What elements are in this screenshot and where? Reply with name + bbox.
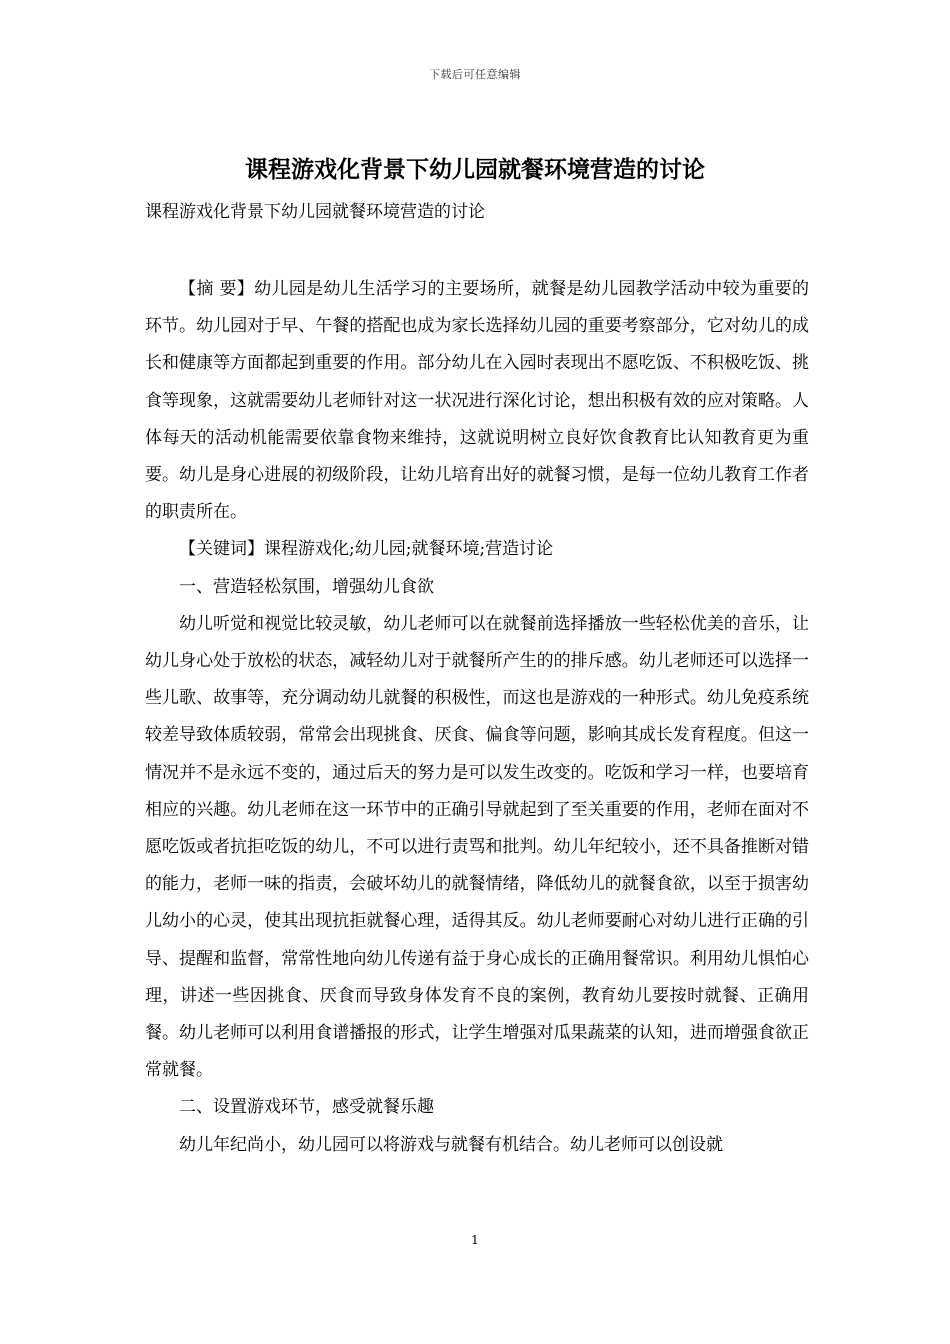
header-note: 下载后可任意编辑 <box>429 68 521 81</box>
page-number: 1 <box>471 1233 479 1247</box>
section-heading-1: 一、营造轻松氛围，增强幼儿食欲 <box>179 576 434 597</box>
body-paragraph: 幼儿年纪尚小，幼儿园可以将游戏与就餐有机结合。幼儿老师可以创设就 <box>179 1134 723 1155</box>
keywords-paragraph: 【关键词】课程游戏化;幼儿园;就餐环境;营造讨论 <box>179 539 554 560</box>
document-title: 课程游戏化背景下幼儿园就餐环境营造的讨论 <box>245 156 705 183</box>
section-heading-2: 二、设置游戏环节，感受就餐乐趣 <box>179 1097 434 1118</box>
document-body <box>145 271 809 1164</box>
document-subtitle: 课程游戏化背景下幼儿园就餐环境营造的讨论 <box>145 202 485 222</box>
abstract-paragraph: 【摘 要】幼儿园是幼儿生活学习的主要场所，就餐是幼儿园教学活动中较为重要的环节。幼儿园对于早、午餐的搭配也成为家长选择幼儿园的重要考察部分，它对幼儿的成长和健康等方面都起到重要的作用。部分幼儿在入园时表现出不愿吃饭、不积极吃饭、挑食等现象，这就需要幼儿老师针对这一状况进行深化讨论，想出积极有效的应对策略。人体每天的活动机能需要依靠食物来维持，这就说明树立良好饮食教育比认知教育更为重要。幼儿是身心进展的初级阶段，让幼儿培育出好的就餐习惯，是每一位幼儿教育工作者的职责所在。 <box>145 279 809 523</box>
body-paragraph: 幼儿听觉和视觉比较灵敏，幼儿老师可以在就餐前选择播放一些轻松优美的音乐，让幼儿身心处于放松的状态，减轻幼儿对于就餐所产生的的排斥感。幼儿老师还可以选择一些儿歌、故事等，充分调动幼儿就餐的积极性，而这也是游戏的一种形式。幼儿免疫系统较差导致体质较弱，常常会出现挑食、厌食、偏食等问题，影响其成长发育程度。但这一情况并不是永远不变的，通过后天的努力是可以发生改变的。吃饭和学习一样，也要培育相应的兴趣。幼儿老师在这一环节中的正确引导就起到了至关重要的作用，老师在面对不愿吃饭或者抗拒吃饭的幼儿，不可以进行责骂和批判。幼儿年纪较小，还不具备推断对错的能力，老师一味的指责，会破坏幼儿的就餐情绪，降低幼儿的就餐食欲，以至于损害幼儿幼小的心灵，使其出现抗拒就餐心理，适得其反。幼儿老师要耐心对幼儿进行正确的引导、提醒和监督，常常性地向幼儿传递有益于身心成长的正确用餐常识。利用幼儿惧怕心理，讲述一些因挑食、厌食而导致身体发育不良的案例，教育幼儿要按时就餐、正确用餐。幼儿老师可以利用食谱播报的形式，让学生增强对瓜果蔬菜的认知，进而增强食欲正常就餐。 <box>145 613 809 1081</box>
